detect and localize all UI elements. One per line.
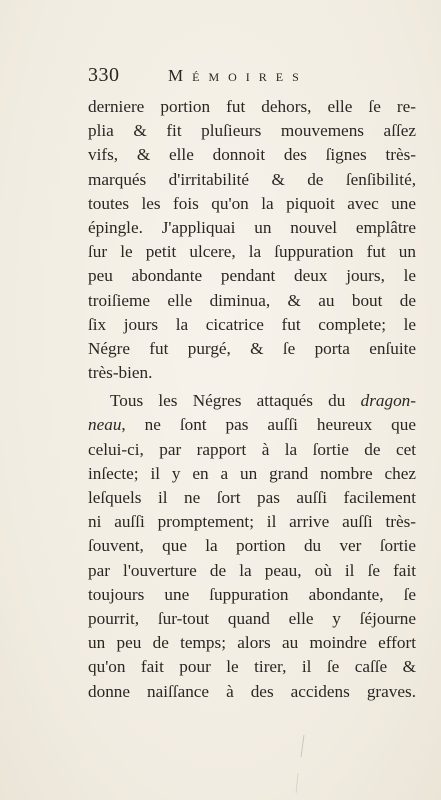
text-line: leſquels il ne ſort pas auſſi facilement — [88, 488, 416, 507]
italic-term: dragon- — [360, 391, 416, 411]
text-line — [88, 389, 416, 413]
text-line: ſix jours la cicatrice fut complete; le — [88, 314, 416, 334]
text-line: donne naiſſance à des accidens graves. — [88, 681, 416, 701]
text-line — [88, 413, 416, 437]
text-line: par l'ouverture de la peau, où il ſe fait — [88, 560, 416, 580]
page-number: 330 — [88, 64, 120, 86]
text-line: derniere portion fut dehors, elle ſe re- — [88, 97, 416, 116]
text-line: vifs, & elle donnoit des ſignes très- — [88, 145, 416, 165]
paper-speck-marks — [290, 735, 310, 795]
text-run: Tous les Négres attaqués du — [110, 391, 361, 411]
text-line: inſecte; il y en a un grand nombre chez — [88, 463, 416, 483]
text-line: toujours une ſuppuration abondante, ſe — [88, 584, 416, 604]
running-head: Mémoires — [168, 66, 308, 85]
text-line: peu abondante pendant deux jours, le — [88, 266, 416, 286]
page-header — [88, 64, 418, 88]
italic-term: neau — [88, 415, 122, 435]
body-text — [88, 95, 416, 704]
text-line: ni auſſi promptement; il arrive auſſi très- — [88, 512, 416, 532]
text-line: ſouvent, que la portion du ver ſortie — [88, 536, 416, 556]
text-line: ſur le petit ulcere, la ſuppuration fut un — [88, 242, 416, 262]
text-line: pourrit, ſur-tout quand elle y ſéjourne — [88, 608, 416, 628]
text-line: qu'on fait pour le tirer, il ſe caſſe & — [88, 657, 416, 677]
text-line: Négre fut purgé, & ſe porta enſuite — [88, 338, 416, 358]
text-line: un peu de temps; alors au moindre effort — [88, 633, 416, 653]
text-line: troiſieme elle diminua, & au bout de — [88, 290, 416, 310]
text-run: , ne ſont pas auſſi heureux que — [121, 415, 416, 435]
text-line: marqués d'irritabilité & de ſenſibilité, — [88, 169, 416, 189]
text-line: très-bien. — [88, 363, 153, 383]
text-line: plia & fit pluſieurs mouvemens aſſez — [88, 121, 416, 141]
text-line: celui-ci, par rapport à la ſortie de cet — [88, 439, 416, 459]
text-line: toutes les fois qu'on la piquoit avec une — [88, 193, 416, 213]
text-line: épingle. J'appliquai un nouvel emplâtre — [88, 217, 416, 237]
